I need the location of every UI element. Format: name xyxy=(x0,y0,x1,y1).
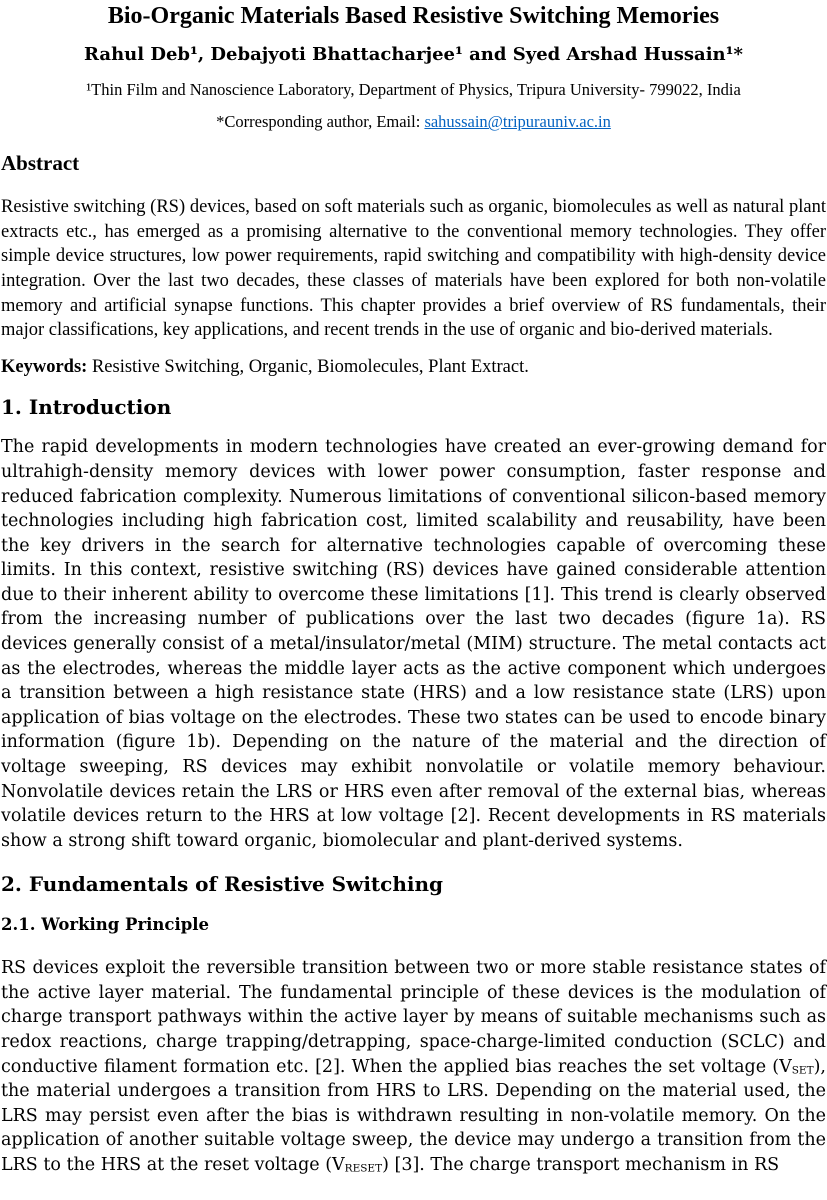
authors-line: Rahul Deb¹, Debajyoti Bhattacharjee¹ and Syed Arshad Hussain¹* xyxy=(84,43,743,65)
introduction-paragraph: The rapid developments in modern technologies have created an ever-growing demand for ultrahigh-density memory devices with lower power consumption, faster response and reduced fabrication complexity. Numerous limitations of conventional silicon-based memory technologies including high fabrication cost, limited scalability and reusability, have been the key drivers in the search for alternative technologies capable of overcoming these limits. In this context, resistive switching (RS) devices have gained considerable attention due to their inherent ability to overcome these limitations [1]. This trend is clearly observed from the increasing number of publications over the last two decades (figure 1a). RS devices generally consist of a metal/insulator/metal (MIM) structure. The metal contacts act as the electrodes, whereas the middle layer acts as the active component which undergoes a transition between a high resistance state (HRS) and a low resistance state (LRS) upon application of bias voltage on the electrodes. These two states can be used to encode binary information (figure 1b). Depending on the nature of the material and the direction of voltage sweeping, RS devices may exhibit nonvolatile or volatile memory behaviour. Nonvolatile devices retain the LRS or HRS even after removal of the external bias, whereas volatile devices return to the HRS at low voltage [2]. Recent developments in RS materials show a strong shift toward organic, biomolecular and plant-derived systems. xyxy=(1,437,826,851)
keywords-line xyxy=(1,355,826,380)
keywords-text: Resistive Switching, Organic, Biomolecules, Plant Extract. xyxy=(87,356,529,377)
working-principle-paragraph: RS devices exploit the reversible transition between two or more stable resistance states of the active layer material. The fundamental principle of these devices is the modulation of charge transport pathways within the active layer by means of suitable mechanisms such as redox reactions, charge trapping/detrapping, space-charge-limited conduction (SCLC) and conductive filament formation etc. [2]. When the applied bias reaches the set voltage $(V_{SET})$, the material undergoes a transition from HRS to LRS. Depending on the material used, the LRS may persist even after the bias is withdrawn resulting in non-volatile memory. On the application of another suitable voltage sweep, the device may undergo a transition from the LRS to the HRS at the reset voltage $(V_{RESET})$ [3]. The charge transport mechanism in RS xyxy=(1,958,826,1175)
paper-title: Bio-Organic Materials Based Resistive Switching Memories xyxy=(107,3,720,29)
corresponding-line xyxy=(1,112,826,132)
abstract-paragraph: Resistive switching (RS) devices, based on soft materials such as organic, biomolecules as well as natural plant extracts etc., has emerged as a promising alternative to the conventional memory technologies. They offer simple device structures, low power requirements, rapid switching and compatibility with high-density device integration. Over the last two decades, these classes of materials have been explored for both non-volatile memory and artificial synapse functions. This chapter provides a brief overview of RS fundamentals, their major classifications, key applications, and recent trends in the use of organic and bio-derived materials. xyxy=(1,197,826,341)
section-1-introduction-heading: 1. Introduction xyxy=(1,395,172,420)
affiliation-line: ¹Thin Film and Nanoscience Laboratory, Department of Physics, Tripura University- 799022, India xyxy=(86,80,741,100)
section-2-fundamentals-heading: 2. Fundamentals of Resistive Switching xyxy=(1,872,444,897)
corresponding-prefix: *Corresponding author, Email: xyxy=(216,112,425,132)
email-link[interactable]: sahussain@tripurauniv.ac.in xyxy=(424,112,611,132)
section-2-1-working-principle-heading: 2.1. Working Principle xyxy=(1,915,210,935)
keywords-label: Keywords: xyxy=(1,356,88,377)
abstract-heading: Abstract xyxy=(1,150,80,175)
